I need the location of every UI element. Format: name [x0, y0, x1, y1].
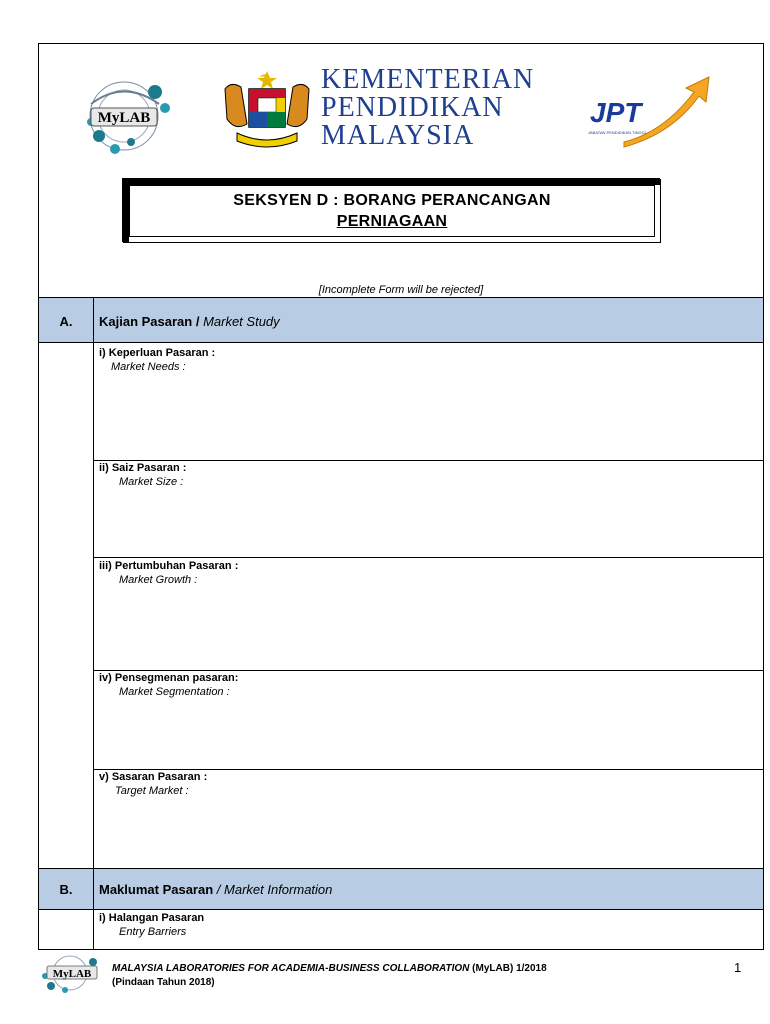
section-a-title-italic: Market Study	[199, 314, 280, 329]
section-b-title	[99, 882, 332, 897]
market-needs-field[interactable]	[99, 346, 215, 374]
footer-org-line	[112, 962, 547, 976]
section-a-header	[39, 297, 763, 343]
market-growth-field[interactable]	[99, 559, 238, 587]
form-title-line-2: PERNIAGAAN	[336, 213, 448, 230]
form-title	[233, 190, 550, 232]
section-b-body-divider	[93, 910, 94, 950]
section-b-letter: B.	[59, 882, 73, 897]
target-market-sublabel: Target Market :	[115, 785, 189, 797]
page-number: 1	[734, 960, 742, 975]
target-market-field[interactable]	[99, 770, 207, 798]
ministry-line-3: MALAYSIA	[321, 120, 475, 151]
section-a-body-divider	[93, 343, 94, 868]
target-market-label: v) Sasaran Pasaran :	[99, 771, 208, 783]
ministry-line-2: PENDIDIKAN	[321, 92, 504, 123]
section-b-title-bold: Maklumat Pasaran	[99, 882, 214, 897]
form-frame	[38, 43, 764, 950]
market-size-label: ii) Saiz Pasaran :	[99, 462, 187, 474]
footer-revision: (Pindaan Tahun 2018)	[112, 977, 215, 988]
footer-org-code: (MyLAB) 1/2018	[469, 963, 547, 974]
market-needs-sublabel: Market Needs :	[111, 361, 186, 373]
footer-text	[112, 962, 547, 990]
section-a-title	[99, 314, 280, 329]
ministry-title	[321, 66, 534, 150]
market-size-field[interactable]	[99, 461, 186, 489]
ministry-line-1: KEMENTERIAN	[321, 64, 535, 95]
market-segmentation-field[interactable]	[99, 671, 238, 699]
mylab-logo	[69, 74, 179, 159]
svg-text:JABATAN PENDIDIKAN TINGGI: JABATAN PENDIDIKAN TINGGI	[588, 130, 646, 135]
footer-org-name: MALAYSIA LABORATORIES FOR ACADEMIA-BUSINESS COLLABORATION	[112, 963, 470, 974]
svg-text:MyLAB: MyLAB	[52, 968, 92, 980]
jpt-logo	[584, 72, 719, 152]
malaysia-coat-of-arms-logo	[217, 69, 317, 149]
market-growth-sublabel: Market Growth :	[119, 574, 198, 586]
divider	[93, 557, 763, 558]
entry-barriers-label: i) Halangan Pasaran	[99, 912, 205, 924]
section-a-title-bold: Kajian Pasaran /	[99, 314, 200, 329]
form-title-line-1: SEKSYEN D : BORANG PERANCANGAN	[233, 192, 551, 209]
header-logos	[39, 44, 763, 179]
section-a-letter: A.	[59, 314, 73, 329]
section-title-box	[123, 179, 661, 243]
market-needs-label: i) Keperluan Pasaran :	[99, 347, 216, 359]
section-b-header-divider	[93, 869, 94, 911]
incomplete-form-note: [Incomplete Form will be rejected]	[318, 284, 484, 296]
market-segmentation-sublabel: Market Segmentation :	[119, 686, 230, 698]
divider	[93, 460, 763, 461]
entry-barriers-field[interactable]	[99, 911, 204, 939]
section-b-header	[39, 868, 763, 910]
market-segmentation-label: iv) Pensegmenan pasaran:	[99, 672, 239, 684]
entry-barriers-sublabel: Entry Barriers	[119, 926, 187, 938]
section-b-title-italic: / Market Information	[213, 882, 333, 897]
svg-text:JPT: JPT	[590, 97, 642, 128]
market-growth-label: iii) Pertumbuhan Pasaran :	[99, 560, 239, 572]
market-size-sublabel: Market Size :	[119, 476, 184, 488]
section-a-header-divider	[93, 298, 94, 344]
svg-text:MyLAB: MyLAB	[97, 110, 151, 126]
footer-mylab-logo	[35, 952, 105, 994]
